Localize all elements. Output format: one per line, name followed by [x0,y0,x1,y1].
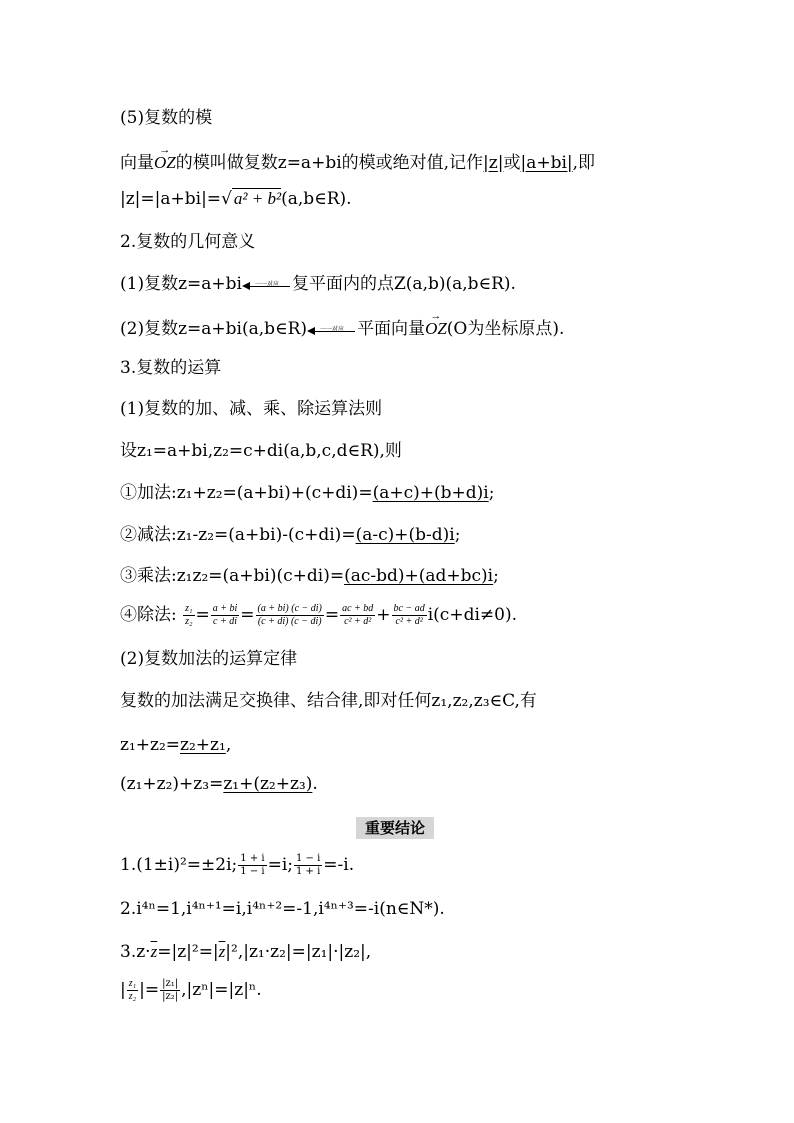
vector-oz: → OZ [154,152,176,174]
conclusion-3: $3.z\cdot\overline{z}=|z|^2=|\overline{z}|^2,|z_1\cdot z_2|=|z_1|\cdot|z_2|$, [120,942,372,962]
modulus-formula: |z|=|a+bi|=√ a² + b²(a,b∈R). [120,189,352,209]
associative-law: (z₁+z₂)+z₃=z₁+(z₂+z₃). [120,774,318,794]
commutative-law: z₁+z₂=z₂+z₁, [120,735,232,755]
fraction: $\frac{1 + i}{1 - i}$ [240,853,265,877]
fraction: $\frac{\text{z₁}}{\text{z₂}}$ [185,603,193,627]
subsection-rules: (1)复数的加、减、乘、除运算法则 [120,399,383,419]
subtraction-rule: ②减法:z₁-z₂=(a+bi)-(c+di)=(a-c)+(b-d)i; [120,525,461,545]
sqrt-icon: √ [221,189,232,209]
laws-statement: 复数的加法满足交换律、结合律,即对任何z₁,z₂,z₃∈C,有 [120,691,537,711]
division-rule: ④除法: $\frac{\text{z₁}}{\text{z₂}}$ = $\frac{a + bi}{c + di}$ = $\frac{(a + bi) (c - di)}{(c + di) (c - di)}$ = $\frac{ac + bd}{\text{c² + d²}}$ + $\frac{bc - ad}{\text{c² + d²}}$ i(c+di≠0). [120,603,517,627]
subsection-laws: (2)复数加法的运算定律 [120,649,298,669]
section-title-operations: 3.复数的运算 [120,358,222,378]
sqrt-radicand: a² + b² [233,189,282,208]
fraction: $\frac{a + bi}{c + di}$ [212,603,238,627]
correspondence-arrow-icon: 一一对应 [242,278,292,292]
fraction: $\frac{ac + bd}{\text{c² + d²}}$ [342,603,374,627]
important-conclusions-badge: 重要结论 [356,817,434,839]
conclusion-1: 1.(1±i)²=±2i; $\frac{1 + i}{1 - i}$ =i; $\frac{1 - i}{1 + i}$ =-i. [120,853,355,877]
correspondence-arrow-icon: 一一对应 [307,323,357,337]
setup-line: 设z₁=a+bi,z₂=c+di(a,b,c,d∈R),则 [120,441,402,461]
vector-oz: → OZ [425,318,447,340]
fraction: $\frac{1 - i}{1 + i}$ [296,853,321,877]
fraction: $\frac{(a + bi) (c - di)}{(c + di) (c - di)}$ [257,603,322,627]
fraction: $\frac{\text{z₁}}{\text{z₂}}$ [128,978,137,1002]
section-title-geometry: 2.复数的几何意义 [120,232,256,252]
modulus-definition: 向量 → OZ的模叫做复数z=a+bi的模或绝对值,记作|z|或|a+bi|,即 [120,152,595,174]
fraction: $\frac{\text{|z₁|}}{\text{|z₂|}}$ [162,978,179,1002]
fraction: $\frac{bc - ad}{\text{c² + d²}}$ [393,603,425,627]
section-title-modulus: (5)复数的模 [120,108,213,128]
geometry-vector: (2)复数z=a+bi(a,b∈R) 一一对应 平面向量 → OZ(O为坐标原点). [120,318,564,340]
vector-arrow-icon: → [430,310,442,322]
vector-arrow-icon: → [159,144,171,156]
conclusion-2: 2.i⁴ⁿ=1,i⁴ⁿ⁺¹=i,i⁴ⁿ⁺²=-1,i⁴ⁿ⁺³=-i(n∈N*). [120,899,445,919]
conclusion-3-continued: | $\frac{\text{z₁}}{\text{z₂}}$ |= $\frac{\text{|z₁|}}{\text{|z₂|}}$ ,|zⁿ|=|z|ⁿ. [120,978,262,1002]
geometry-point: (1)复数z=a+bi 一一对应 复平面内的点Z(a,b)(a,b∈R). [120,274,516,294]
addition-rule: ①加法:z₁+z₂=(a+bi)+(c+di)=(a+c)+(b+d)i; [120,483,495,503]
multiplication-rule: ③乘法:z₁z₂=(a+bi)(c+di)=(ac-bd)+(ad+bc)i; [120,566,499,586]
